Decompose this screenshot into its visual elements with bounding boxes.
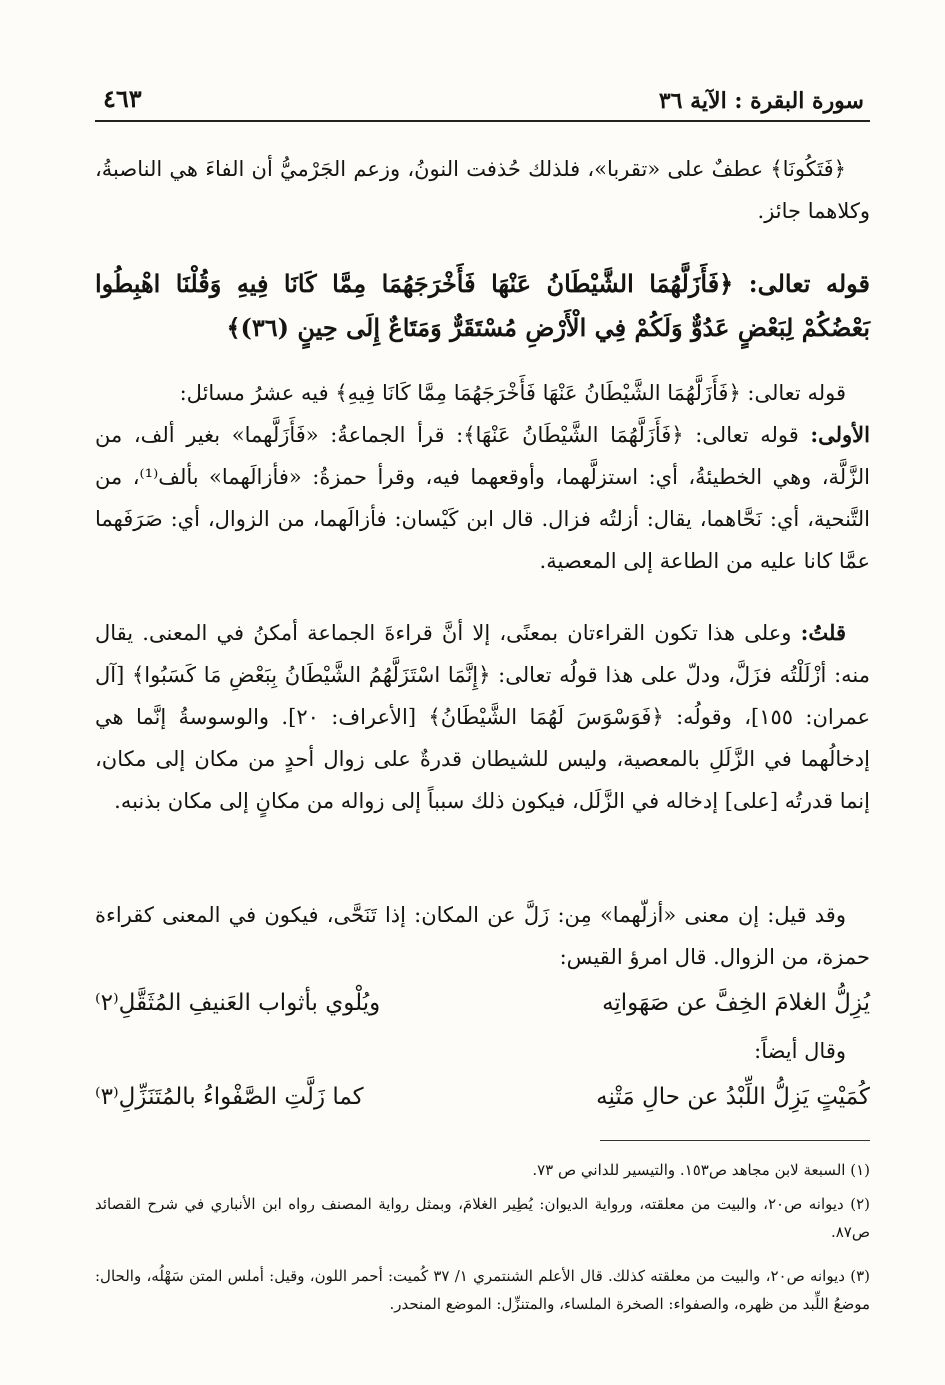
footnote-1-number: (١) (850, 1161, 870, 1179)
paragraph-issue-1 (95, 414, 870, 582)
poem-2-first-hemistich: كُمَيْتٍ يَزِلُّ اللِّبْدُ عن حالِ مَتْنِه (596, 1084, 870, 1110)
footnote-2-text: ديوانه ص٢٠، والبيت من معلقته، ورواية الديوان: يُطِير الغلامَ، وبمثل رواية المصنف رواه ابن الأنباري في شرح القصائد ص٨٧. (95, 1195, 870, 1241)
poem-2-second-hemistich: كما زَلَّتِ الصَّفْواءُ بالمُتَنَزِّلِ⁽٣⁾ (95, 1084, 364, 1110)
paragraph-1: ﴿فَتَكُونَا﴾ عطفٌ على «تقربا»، فلذلك حُذفت النونُ، وزعم الجَرْميُّ أن الفاءَ هي الناصبةُ، وكلاهما جائز. (95, 157, 870, 223)
paragraph-other-opinion: وقد قيل: إن معنى «أزلّهما» مِن: زَلَّ عن المكان: إذا تَنَحَّى، فيكون في المعنى كقراءة حمزة، من الزوال. قال امرؤ القيس: (95, 903, 870, 969)
footnote-1 (95, 1156, 870, 1184)
poem-1-first-hemistich: يُزِلُّ الغلامَ الخِفَّ عن صَهَواتِه (602, 990, 870, 1016)
footnote-3 (95, 1262, 870, 1318)
footnote-2 (95, 1190, 870, 1246)
paragraph-intro-issues: قوله تعالى: ﴿فَأَزَلَّهُمَا الشَّيْطَانُ عَنْهَا فَأَخْرَجَهُمَا مِمَّا كَانَا فِيهِ﴾ فيه عشرُ مسائل: (179, 381, 846, 405)
paragraph-also-said: وقال أيضاً: (754, 1039, 846, 1063)
page-number: ٤٦٣ (103, 84, 142, 113)
poem-verse-1 (95, 986, 870, 1032)
footnote-divider (600, 1140, 870, 1141)
paragraph-comment (95, 612, 870, 822)
header-title: سورة البقرة : الآية ٣٦ (658, 88, 864, 114)
footnote-1-text: السبعة لابن مجاهد ص١٥٣. والتيسير للداني ص ٧٣. (532, 1161, 846, 1179)
poem-verse-2 (95, 1080, 870, 1126)
footnote-3-text: ديوانه ص٢٠، والبيت من معلقته كذلك. قال الأعلم الشنتمري ١/ ٣٧ كُميت: أحمر اللون، وقيل: أملس المتن سَهْلُه، والحال: موضعُ اللِّبد من ظهره، والصفواء: الصخرة الملساء، والمتنزِّل: الموضع المنحدر. (95, 1267, 870, 1313)
comment-text: وعلى هذا تكون القراءتان بمعنًى، إلا أنَّ قراءةَ الجماعة أمكنُ في المعنى. يقال منه: أزْلَلْتُه فزَلَّ، ودلّ على هذا قولُه تعالى: ﴿إِنَّمَا اسْتَزَلَّهُمُ الشَّيْطَانُ بِبَعْضِ مَا كَسَبُوا﴾ [آل عمران: ١٥٥]، وقولُه: ﴿فَوَسْوَسَ لَهُمَا الشَّيْطَانُ﴾ [الأعراف: ٢٠]. والوسوسةُ إنَّما هي إدخالُهما في الزَّلَلِ بالمعصية، وليس للشيطان قدرةٌ على زوال أحدٍ من مكان إلى مكان، إنما قدرتُه [على] إدخاله في الزَّلَل، فيكون ذلك سبباً إلى زواله من مكانٍ إلى مكان بذنبه. (95, 621, 870, 813)
book-page (95, 0, 870, 1385)
issue-1-label: الأولى: (810, 422, 870, 447)
issue-1-text: قوله تعالى: ﴿فَأَزَلَّهُمَا الشَّيْطَانُ عَنْهَا﴾: قرأ الجماعةُ: «فَأَزَلَّهما» بغير ألف، من الزَّلَّة، وهي الخطيئةُ، أي: استزلَّهما، وأوقعهما فيه، وقرأ حمزةُ: «فأزالَهما» بألف⁽¹⁾، من التَّنحية، أي: نَحَّاهما، يقال: أزلتُه فزال. قال ابن كَيْسان: فأزالَهما، من الزوال، أي: صَرَفَهما عمَّا كانا عليه من الطاعة إلى المعصية. (95, 423, 870, 573)
footnote-2-number: (٢) (850, 1195, 870, 1213)
quran-verse-heading: قوله تعالى: ﴿فَأَزَلَّهُمَا الشَّيْطَانُ عَنْهَا فَأَخْرَجَهُمَا مِمَّا كَانَا فِيهِ وَقُلْنَا اهْبِطُوا بَعْضُكُمْ لِبَعْضٍ عَدُوٌّ وَلَكُمْ فِي الْأَرْضِ مُسْتَقَرٌّ وَمَتَاعٌ إِلَى حِينٍ (٣٦)﴾ (95, 269, 870, 342)
header-divider (95, 120, 870, 122)
running-header (95, 78, 870, 120)
footnote-3-number: (٣) (850, 1267, 870, 1285)
poem-1-second-hemistich: ويُلْوي بأثواب العَنيفِ المُثَقَّلِ⁽٢⁾ (95, 990, 381, 1016)
comment-label: قلتُ: (800, 620, 846, 645)
